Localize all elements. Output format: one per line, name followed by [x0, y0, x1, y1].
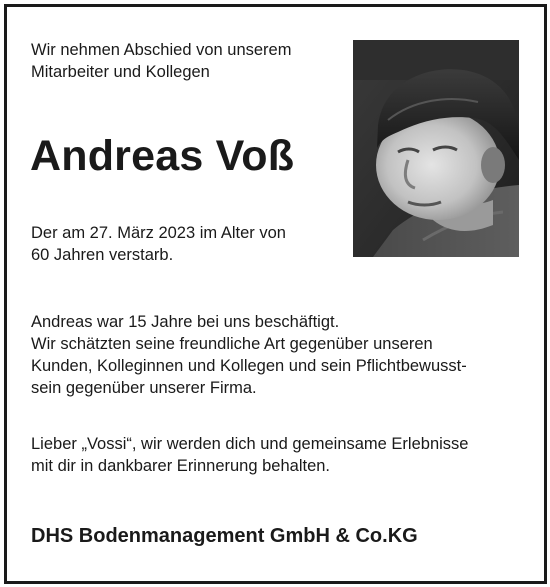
death-notice	[31, 222, 341, 266]
farewell-paragraph	[31, 433, 521, 477]
tribute-line-4: sein gegenüber unserer Firma.	[31, 379, 257, 397]
tribute-line-1: Andreas war 15 Jahre bei uns beschäftigt.	[31, 313, 340, 331]
farewell-line-2: mit dir in dankbarer Erinnerung behalten.	[31, 457, 331, 475]
death-line-1: Der am 27. März 2023 im Alter von	[31, 224, 286, 242]
death-line-2: 60 Jahren verstarb.	[31, 246, 174, 264]
portrait-photo	[353, 40, 519, 257]
tribute-line-3: Kunden, Kolleginnen und Kollegen und sein Pflichtbewusst-	[31, 357, 467, 375]
portrait-photo-icon	[353, 40, 519, 257]
intro-text	[31, 39, 331, 83]
intro-line-2: Mitarbeiter und Kollegen	[31, 63, 210, 81]
farewell-line-1: Lieber „Vossi“, wir werden dich und gemeinsame Erlebnisse	[31, 435, 469, 453]
deceased-name: Andreas Voß	[30, 132, 295, 180]
intro-line-1: Wir nehmen Abschied von unserem	[31, 41, 292, 59]
tribute-line-2: Wir schätzten seine freundliche Art gegenüber unseren	[31, 335, 433, 353]
tribute-paragraph	[31, 311, 521, 399]
company-signature: DHS Bodenmanagement GmbH & Co.KG	[31, 525, 418, 547]
